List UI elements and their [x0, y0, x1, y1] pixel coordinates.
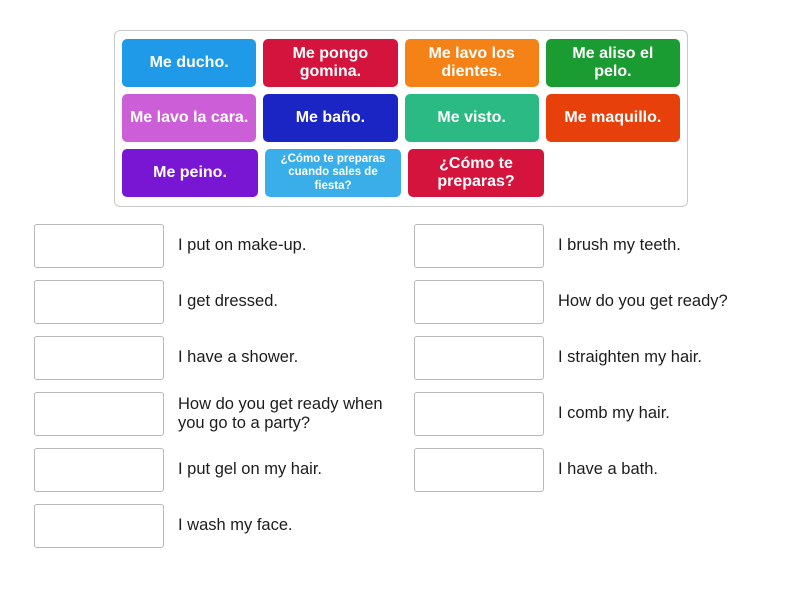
- drop-slot[interactable]: [34, 448, 164, 492]
- drop-slot[interactable]: [414, 280, 544, 324]
- answer-label: I put on make-up.: [178, 236, 307, 255]
- answer-row: [34, 446, 408, 494]
- answer-row: [34, 390, 408, 438]
- draggable-tile[interactable]: Me ducho.: [122, 39, 256, 87]
- answer-row: [34, 502, 408, 550]
- drop-slot[interactable]: [34, 504, 164, 548]
- draggable-tile[interactable]: Me visto.: [405, 94, 539, 142]
- draggable-tile[interactable]: Me pongo gomina.: [263, 39, 397, 87]
- drop-slot[interactable]: [34, 280, 164, 324]
- tile-row: [122, 94, 680, 142]
- draggable-tile[interactable]: Me peino.: [122, 149, 258, 197]
- answer-label: I have a shower.: [178, 348, 299, 367]
- drop-slot[interactable]: [414, 392, 544, 436]
- drop-slot[interactable]: [414, 336, 544, 380]
- answer-label: I straighten my hair.: [558, 348, 702, 367]
- drop-slot[interactable]: [34, 336, 164, 380]
- answer-label: I put gel on my hair.: [178, 460, 322, 479]
- answer-label: I get dressed.: [178, 292, 278, 311]
- drop-slot[interactable]: [414, 448, 544, 492]
- tile-row: [122, 39, 680, 87]
- draggable-tile[interactable]: Me maquillo.: [546, 94, 680, 142]
- answer-label: I comb my hair.: [558, 404, 670, 423]
- answer-label: How do you get ready when you go to a party?: [178, 394, 383, 432]
- draggable-tile[interactable]: Me lavo los dientes.: [405, 39, 539, 87]
- draggable-tile[interactable]: Me aliso el pelo.: [546, 39, 680, 87]
- drop-slot[interactable]: [34, 392, 164, 436]
- answer-row: [34, 222, 408, 270]
- tile-row: [122, 149, 680, 197]
- tile-bank: [114, 30, 688, 207]
- answer-row: [34, 334, 408, 382]
- answer-label: I wash my face.: [178, 516, 293, 535]
- answer-label: I brush my teeth.: [558, 236, 681, 255]
- answer-row: [414, 278, 728, 326]
- draggable-tile[interactable]: Me lavo la cara.: [122, 94, 256, 142]
- answer-row: [414, 222, 728, 270]
- answers-right-column: [414, 222, 728, 502]
- answer-label: How do you get ready?: [558, 292, 728, 311]
- answer-row: [414, 446, 728, 494]
- answer-row: [34, 278, 408, 326]
- drop-slot[interactable]: [34, 224, 164, 268]
- drop-slot[interactable]: [414, 224, 544, 268]
- draggable-tile[interactable]: Me baño.: [263, 94, 397, 142]
- answer-label: I have a bath.: [558, 460, 658, 479]
- answer-row: [414, 390, 728, 438]
- draggable-tile[interactable]: ¿Cómo te preparas cuando sales de fiesta?: [265, 149, 401, 197]
- draggable-tile[interactable]: ¿Cómo te preparas?: [408, 149, 544, 197]
- answers-left-column: [34, 222, 408, 558]
- answer-row: [414, 334, 728, 382]
